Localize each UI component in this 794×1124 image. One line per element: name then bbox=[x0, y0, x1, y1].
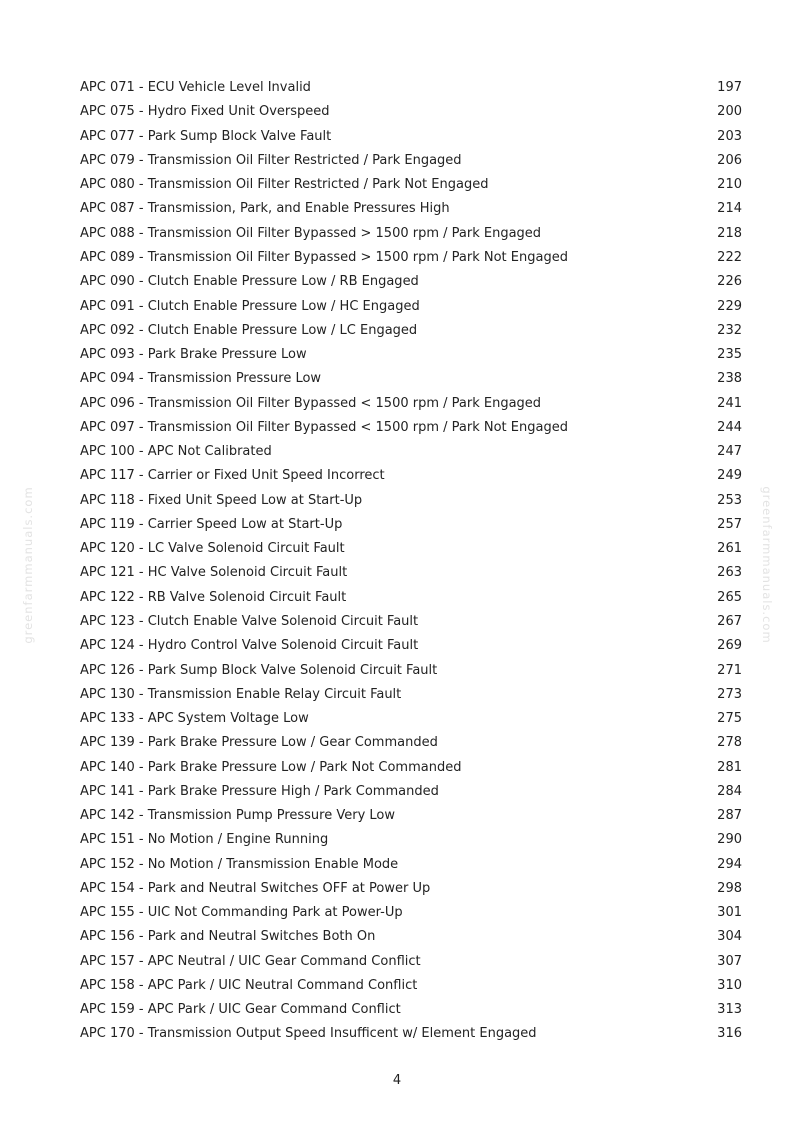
toc-entry-page: 281 bbox=[717, 759, 742, 775]
toc-entry-title: APC 079 - Transmission Oil Filter Restricted / Park Engaged bbox=[80, 152, 462, 168]
toc-entry[interactable] bbox=[80, 343, 742, 367]
toc-entry-page: 249 bbox=[717, 468, 742, 484]
toc-entry[interactable] bbox=[80, 731, 742, 755]
toc-entry-page: 200 bbox=[717, 104, 742, 120]
watermark-right: greenfarmmanuals.com bbox=[760, 486, 774, 644]
toc-entry-page: 261 bbox=[717, 541, 742, 557]
table-of-contents bbox=[80, 76, 742, 1047]
toc-entry[interactable] bbox=[80, 222, 742, 246]
toc-entry-page: 206 bbox=[717, 152, 742, 168]
toc-entry-page: 232 bbox=[717, 322, 742, 338]
toc-entry-title: APC 157 - APC Neutral / UIC Gear Command Conflict bbox=[80, 953, 421, 969]
toc-entry[interactable] bbox=[80, 828, 742, 852]
toc-entry-title: APC 133 - APC System Voltage Low bbox=[80, 711, 309, 727]
toc-entry-title: APC 141 - Park Brake Pressure High / Park Commanded bbox=[80, 783, 439, 799]
toc-entry-title: APC 093 - Park Brake Pressure Low bbox=[80, 347, 307, 363]
toc-entry-page: 214 bbox=[717, 201, 742, 217]
toc-entry[interactable] bbox=[80, 367, 742, 391]
toc-entry-title: APC 094 - Transmission Pressure Low bbox=[80, 371, 322, 387]
toc-entry-page: 307 bbox=[717, 953, 742, 969]
toc-entry[interactable] bbox=[80, 416, 742, 440]
toc-entry[interactable] bbox=[80, 1022, 742, 1046]
toc-entry[interactable] bbox=[80, 125, 742, 149]
toc-entry[interactable] bbox=[80, 610, 742, 634]
toc-entry-title: APC 121 - HC Valve Solenoid Circuit Fault bbox=[80, 565, 348, 581]
toc-entry[interactable] bbox=[80, 440, 742, 464]
toc-entry[interactable] bbox=[80, 173, 742, 197]
toc-entry-title: APC 092 - Clutch Enable Pressure Low / LC Engaged bbox=[80, 322, 418, 338]
toc-entry[interactable] bbox=[80, 634, 742, 658]
toc-entry-title: APC 090 - Clutch Enable Pressure Low / RB Engaged bbox=[80, 274, 419, 290]
toc-entry-page: 238 bbox=[717, 371, 742, 387]
page-number: 4 bbox=[392, 1073, 402, 1088]
toc-entry-page: 197 bbox=[717, 80, 742, 96]
toc-entry-page: 241 bbox=[717, 395, 742, 411]
toc-entry-page: 229 bbox=[717, 298, 742, 314]
toc-entry[interactable] bbox=[80, 950, 742, 974]
toc-entry-title: APC 123 - Clutch Enable Valve Solenoid Circuit Fault bbox=[80, 613, 419, 629]
toc-entry-page: 244 bbox=[717, 419, 742, 435]
toc-entry-page: 313 bbox=[717, 1002, 742, 1018]
toc-entry-page: 310 bbox=[717, 977, 742, 993]
toc-entry-page: 273 bbox=[717, 686, 742, 702]
toc-entry-page: 253 bbox=[717, 492, 742, 508]
toc-entry-title: APC 158 - APC Park / UIC Neutral Command Conflict bbox=[80, 977, 418, 993]
toc-entry-title: APC 130 - Transmission Enable Relay Circuit Fault bbox=[80, 686, 402, 702]
toc-entry[interactable] bbox=[80, 513, 742, 537]
toc-entry-title: APC 088 - Transmission Oil Filter Bypassed > 1500 rpm / Park Engaged bbox=[80, 225, 542, 241]
toc-entry-title: APC 100 - APC Not Calibrated bbox=[80, 444, 272, 460]
toc-entry-title: APC 139 - Park Brake Pressure Low / Gear Commanded bbox=[80, 735, 438, 751]
toc-entry-title: APC 087 - Transmission, Park, and Enable Pressures High bbox=[80, 201, 450, 217]
toc-entry-page: 301 bbox=[717, 905, 742, 921]
toc-entry-title: APC 151 - No Motion / Engine Running bbox=[80, 832, 329, 848]
toc-entry[interactable] bbox=[80, 586, 742, 610]
toc-entry[interactable] bbox=[80, 197, 742, 221]
toc-entry-page: 316 bbox=[717, 1026, 742, 1042]
toc-entry-title: APC 122 - RB Valve Solenoid Circuit Fault bbox=[80, 589, 347, 605]
toc-entry[interactable] bbox=[80, 270, 742, 294]
toc-entry[interactable] bbox=[80, 319, 742, 343]
toc-entry-title: APC 154 - Park and Neutral Switches OFF at Power Up bbox=[80, 880, 431, 896]
toc-entry-page: 265 bbox=[717, 589, 742, 605]
toc-entry-title: APC 119 - Carrier Speed Low at Start-Up bbox=[80, 516, 343, 532]
toc-entry-title: APC 080 - Transmission Oil Filter Restricted / Park Not Engaged bbox=[80, 177, 489, 193]
toc-entry-title: APC 071 - ECU Vehicle Level Invalid bbox=[80, 80, 311, 96]
toc-entry-page: 267 bbox=[717, 613, 742, 629]
toc-entry[interactable] bbox=[80, 149, 742, 173]
toc-entry-title: APC 126 - Park Sump Block Valve Solenoid Circuit Fault bbox=[80, 662, 438, 678]
toc-entry[interactable] bbox=[80, 76, 742, 100]
toc-entry-page: 269 bbox=[717, 638, 742, 654]
toc-entry-page: 294 bbox=[717, 856, 742, 872]
toc-entry-page: 247 bbox=[717, 444, 742, 460]
toc-entry-page: 278 bbox=[717, 735, 742, 751]
toc-entry-title: APC 089 - Transmission Oil Filter Bypassed > 1500 rpm / Park Not Engaged bbox=[80, 249, 568, 265]
toc-entry[interactable] bbox=[80, 658, 742, 682]
toc-entry-page: 263 bbox=[717, 565, 742, 581]
toc-entry-page: 287 bbox=[717, 808, 742, 824]
toc-entry-title: APC 077 - Park Sump Block Valve Fault bbox=[80, 128, 332, 144]
toc-entry-title: APC 117 - Carrier or Fixed Unit Speed Incorrect bbox=[80, 468, 385, 484]
toc-entry-page: 210 bbox=[717, 177, 742, 193]
toc-entry[interactable] bbox=[80, 780, 742, 804]
toc-entry-title: APC 075 - Hydro Fixed Unit Overspeed bbox=[80, 104, 330, 120]
toc-entry-page: 304 bbox=[717, 929, 742, 945]
toc-entry[interactable] bbox=[80, 998, 742, 1022]
toc-entry-page: 203 bbox=[717, 128, 742, 144]
toc-entry-page: 257 bbox=[717, 516, 742, 532]
toc-entry-title: APC 118 - Fixed Unit Speed Low at Start-Up bbox=[80, 492, 363, 508]
toc-entry-title: APC 097 - Transmission Oil Filter Bypassed < 1500 rpm / Park Not Engaged bbox=[80, 419, 568, 435]
toc-entry-title: APC 142 - Transmission Pump Pressure Very Low bbox=[80, 808, 396, 824]
toc-entry-page: 226 bbox=[717, 274, 742, 290]
toc-entry[interactable] bbox=[80, 489, 742, 513]
toc-entry-page: 275 bbox=[717, 711, 742, 727]
toc-entry[interactable] bbox=[80, 755, 742, 779]
toc-entry-title: APC 155 - UIC Not Commanding Park at Power-Up bbox=[80, 905, 403, 921]
toc-entry-title: APC 159 - APC Park / UIC Gear Command Conflict bbox=[80, 1002, 401, 1018]
toc-entry[interactable] bbox=[80, 294, 742, 318]
toc-entry-title: APC 140 - Park Brake Pressure Low / Park Not Commanded bbox=[80, 759, 462, 775]
toc-entry[interactable] bbox=[80, 707, 742, 731]
toc-entry[interactable] bbox=[80, 537, 742, 561]
toc-entry[interactable] bbox=[80, 561, 742, 585]
toc-entry[interactable] bbox=[80, 246, 742, 270]
toc-entry[interactable] bbox=[80, 683, 742, 707]
toc-entry-title: APC 156 - Park and Neutral Switches Both On bbox=[80, 929, 376, 945]
toc-entry[interactable] bbox=[80, 901, 742, 925]
toc-entry[interactable] bbox=[80, 853, 742, 877]
toc-entry-title: APC 152 - No Motion / Transmission Enable Mode bbox=[80, 856, 399, 872]
toc-entry[interactable] bbox=[80, 100, 742, 124]
toc-entry-title: APC 091 - Clutch Enable Pressure Low / HC Engaged bbox=[80, 298, 420, 314]
toc-entry-page: 284 bbox=[717, 783, 742, 799]
toc-entry-title: APC 096 - Transmission Oil Filter Bypassed < 1500 rpm / Park Engaged bbox=[80, 395, 542, 411]
toc-entry-page: 222 bbox=[717, 249, 742, 265]
toc-entry[interactable] bbox=[80, 804, 742, 828]
toc-entry[interactable] bbox=[80, 925, 742, 949]
toc-entry-title: APC 170 - Transmission Output Speed Insufficent w/ Element Engaged bbox=[80, 1026, 537, 1042]
watermark-left: greenfarmmanuals.com bbox=[21, 486, 35, 644]
toc-entry-page: 298 bbox=[717, 880, 742, 896]
toc-entry-page: 218 bbox=[717, 225, 742, 241]
toc-entry[interactable] bbox=[80, 974, 742, 998]
toc-entry-page: 290 bbox=[717, 832, 742, 848]
toc-entry-title: APC 124 - Hydro Control Valve Solenoid Circuit Fault bbox=[80, 638, 419, 654]
toc-entry-title: APC 120 - LC Valve Solenoid Circuit Fault bbox=[80, 541, 345, 557]
toc-entry-page: 271 bbox=[717, 662, 742, 678]
toc-entry-page: 235 bbox=[717, 347, 742, 363]
toc-entry[interactable] bbox=[80, 464, 742, 488]
toc-entry[interactable] bbox=[80, 391, 742, 415]
toc-entry[interactable] bbox=[80, 877, 742, 901]
